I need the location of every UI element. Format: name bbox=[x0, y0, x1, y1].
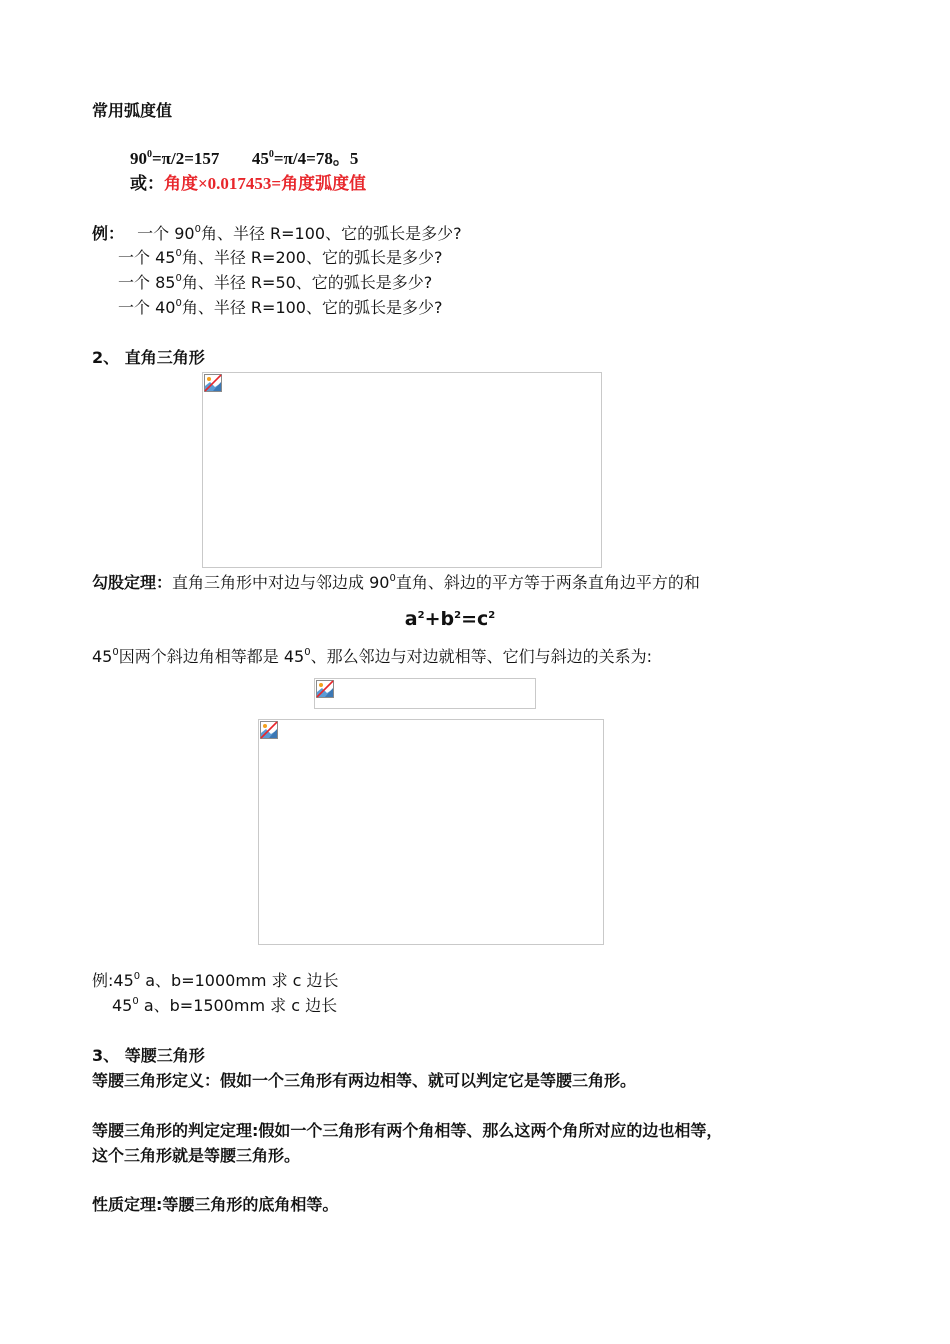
radian-or-line bbox=[130, 173, 366, 195]
pythagoras-sup: 0 bbox=[389, 573, 396, 584]
example-1-post: 角、半径 R=100、它的弧长是多少? bbox=[200, 224, 462, 243]
formula-a: a bbox=[404, 608, 418, 630]
broken-image-icon bbox=[260, 721, 278, 739]
formula-c-sup: 2 bbox=[488, 610, 496, 621]
example-line-1 bbox=[92, 223, 462, 245]
or-formula: 角度×0.017453=角度弧度值 bbox=[164, 174, 367, 193]
formula-b: +b bbox=[424, 608, 455, 630]
example2-2-post: a、b=1500mm 求 c 边长 bbox=[138, 996, 338, 1015]
example-2-sup: 0 bbox=[175, 248, 182, 259]
example-1-sup: 0 bbox=[194, 224, 201, 235]
example2-2-sup: 0 bbox=[132, 996, 139, 1007]
example2-line-2 bbox=[112, 995, 337, 1017]
deg45-sup: 0 bbox=[112, 647, 119, 658]
example-4-pre: 一个 40 bbox=[118, 298, 176, 317]
deg45-mid: 因两个斜边角相等都是 45 bbox=[118, 647, 305, 666]
pythagoras-pre: 直角三角形中对边与邻边成 90 bbox=[172, 573, 390, 592]
formula-45-base: 45 bbox=[251, 149, 269, 168]
formula-90-rest: =π/2=157 bbox=[152, 149, 220, 168]
example2-line-1 bbox=[92, 970, 339, 992]
formula-45-rest: =π/4=78。5 bbox=[273, 149, 359, 168]
example2-1-post: a、b=1000mm 求 c 边长 bbox=[140, 971, 339, 990]
formula-b-sup: 2 bbox=[454, 610, 462, 621]
example-2-pre: 一个 45 bbox=[118, 248, 176, 267]
section-3-title: 3、 等腰三角形 bbox=[92, 1046, 205, 1065]
formula-45-sup: 0 bbox=[268, 149, 274, 160]
formula-c: =c bbox=[461, 608, 489, 630]
example-3-pre: 一个 85 bbox=[118, 273, 176, 292]
deg45-line bbox=[92, 646, 652, 668]
example-line-2 bbox=[118, 247, 442, 269]
example-4-sup: 0 bbox=[175, 298, 182, 309]
radian-formula-line bbox=[130, 148, 358, 170]
isosceles-definition: 等腰三角形定义：假如一个三角形有两边相等、就可以判定它是等腰三角形。 bbox=[92, 1071, 637, 1090]
broken-image-icon bbox=[204, 374, 222, 392]
pythagoras-line bbox=[92, 572, 700, 594]
broken-image-icon bbox=[316, 680, 334, 698]
formula-90-sup: 0 bbox=[147, 149, 152, 160]
pythagoras-label: 勾股定理： bbox=[92, 573, 173, 592]
example-label: 例： bbox=[92, 224, 125, 243]
deg45-pre: 45 bbox=[92, 647, 113, 666]
deg45-sup-2: 0 bbox=[304, 647, 311, 658]
right-triangle-image bbox=[202, 372, 602, 568]
formula-a-sup: 2 bbox=[417, 610, 425, 621]
example-2-post: 角、半径 R=200、它的弧长是多少? bbox=[181, 248, 443, 267]
ratio-formula-image bbox=[314, 678, 536, 709]
example-4-post: 角、半径 R=100、它的弧长是多少? bbox=[181, 298, 443, 317]
or-label: 或： bbox=[130, 174, 164, 193]
example2-1-sup: 0 bbox=[133, 971, 141, 982]
pythagoras-formula bbox=[0, 608, 900, 630]
deg45-post: 、那么邻边与对边就相等、它们与斜边的关系为: bbox=[310, 647, 652, 666]
radian-section-title: 常用弧度值 bbox=[92, 101, 173, 120]
formula-90-base: 90 bbox=[130, 149, 147, 168]
pythagoras-post: 直角、斜边的平方等于两条直角边平方的和 bbox=[395, 573, 700, 592]
section-2-title: 2、 直角三角形 bbox=[92, 348, 205, 367]
example2-1-pre: 例:45 bbox=[92, 971, 134, 990]
example-line-4 bbox=[118, 297, 442, 319]
isosceles-right-triangle-image bbox=[258, 719, 604, 945]
example-3-post: 角、半径 R=50、它的弧长是多少? bbox=[181, 273, 433, 292]
isosceles-property-theorem: 性质定理:等腰三角形的底角相等。 bbox=[92, 1195, 339, 1214]
example-3-sup: 0 bbox=[175, 273, 182, 284]
example-1-pre: 一个 90 bbox=[137, 224, 195, 243]
example2-2-pre: 45 bbox=[112, 996, 133, 1015]
isosceles-judge-theorem-1: 等腰三角形的判定定理:假如一个三角形有两个角相等、那么这两个角所对应的边也相等， bbox=[92, 1121, 723, 1140]
example-line-3 bbox=[118, 272, 432, 294]
isosceles-judge-theorem-2: 这个三角形就是等腰三角形。 bbox=[92, 1146, 301, 1165]
